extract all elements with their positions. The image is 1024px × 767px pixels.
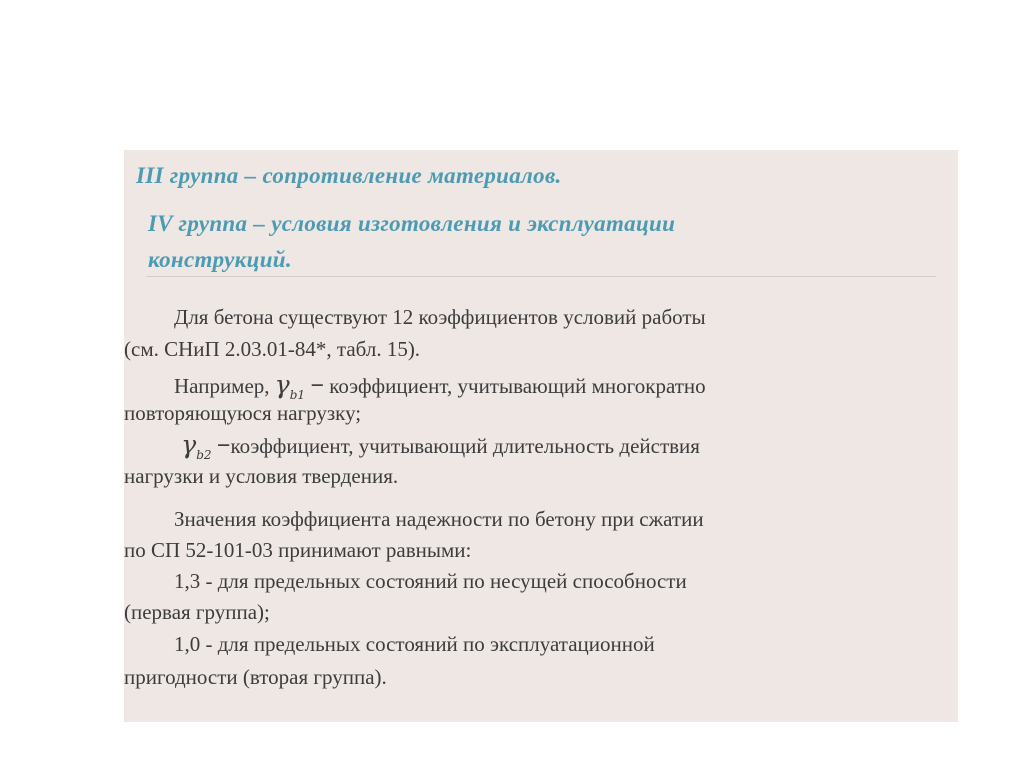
heading-group-3: III группа – сопротивление материалов. (136, 163, 562, 188)
paragraph-1-line-2: (см. СНиП 2.03.01-84*, табл. 15). (124, 337, 421, 361)
gamma-b1-line (174, 370, 706, 402)
paragraph-1-line-1: Для бетона существуют 12 коэффициентов условий работы (174, 305, 706, 329)
item-1-line-2: (первая группа); (124, 600, 270, 624)
paragraph-2-line-2: по СП 52-101-03 принимают равными: (124, 538, 472, 562)
gamma-b1-subscript: b1 (289, 388, 306, 402)
gamma-b2-line-2: нагрузки и условия твердения. (124, 464, 399, 488)
item-2-line-1: 1,0 - для предельных состояний по эксплуатационной (174, 632, 655, 656)
gamma-b2-description: коэффициент, учитывающий длительность действия (230, 434, 700, 458)
paragraph-2-line-1: Значения коэффициента надежности по бетону при сжатии (174, 507, 704, 531)
heading-group-4-line2: конструкций. (148, 247, 292, 272)
heading-divider (146, 276, 936, 277)
gamma-b2-line (174, 430, 700, 462)
gamma-b1-description: коэффициент, учитывающий многократно (329, 374, 706, 398)
example-prefix: Например, (174, 374, 270, 398)
dash-1: − (310, 373, 325, 399)
dash-2: − (216, 433, 231, 459)
item-2-line-2: пригодности (вторая группа). (124, 665, 387, 689)
gamma-b1-line-2: повторяющуюся нагрузку; (124, 401, 362, 425)
gamma-b2-subscript: b2 (196, 448, 212, 462)
gamma-b2-symbol: $\gamma_{b2}$ (181, 430, 212, 462)
gamma-b1-symbol: $\gamma_{b1}$ (274, 370, 306, 402)
item-1-line-1: 1,3 - для предельных состояний по несущей способности (174, 569, 687, 593)
heading-group-4-line1: IV группа – условия изготовления и эксплуатации (148, 211, 676, 236)
